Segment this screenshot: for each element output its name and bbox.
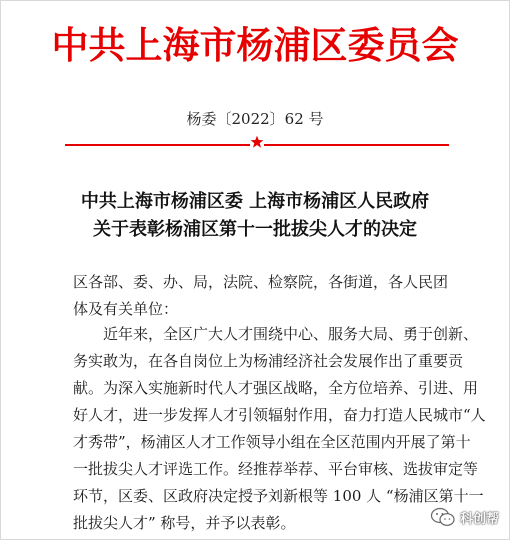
salutation-line: 区各部、委、办、局，法院、检察院，各街道，各人民团 [73,273,449,291]
paragraph-line: 才秀带”，杨浦区人才工作领导小组在全区范围内开展了第十 [73,433,471,451]
separator-line-right [264,144,449,146]
paragraph-line: 务实敢为，在各自岗位上为杨浦经济社会发展作出了重要贡 [73,352,464,370]
paragraph-line: 一批拔尖人才评选工作。经推荐举荐、平台审核、选拔审定等 [73,460,479,478]
red-star-icon [250,135,264,149]
paragraph-line: 献。为深入实施新时代人才强区战略，全方位培养、引进、用 [73,379,479,397]
document-number: 杨委〔2022〕62 号 [186,110,324,128]
salutation-line: 体及有关单位： [73,300,179,318]
paragraph-line: 环节，区委、区政府决定授予刘新根等 100 人 “杨浦区第十一 [73,487,484,505]
document-title-line-1: 中共上海市杨浦区委 上海市杨浦区人民政府 [80,191,430,212]
paragraph-line: 批拔尖人才” 称号，并予以表彰。 [73,514,296,532]
issuer-heading: 中共上海市杨浦区委员会 [51,23,459,67]
salutation [73,269,473,323]
paragraph-line: 好人才，进一步发挥人才引领辐射作用，奋力打造人民城市“人 [73,406,486,424]
red-separator [65,139,449,153]
wechat-icon [430,507,456,527]
document-title-line-2: 关于表彰杨浦区第十一批拔尖人才的决定 [93,219,417,240]
paragraph-line: 近年来，全区广大人才围绕中心、服务大局、勇于创新、 [73,325,479,343]
separator-line-left [65,144,250,146]
source-watermark [430,507,499,527]
watermark-text: 科创帮 [459,511,499,527]
